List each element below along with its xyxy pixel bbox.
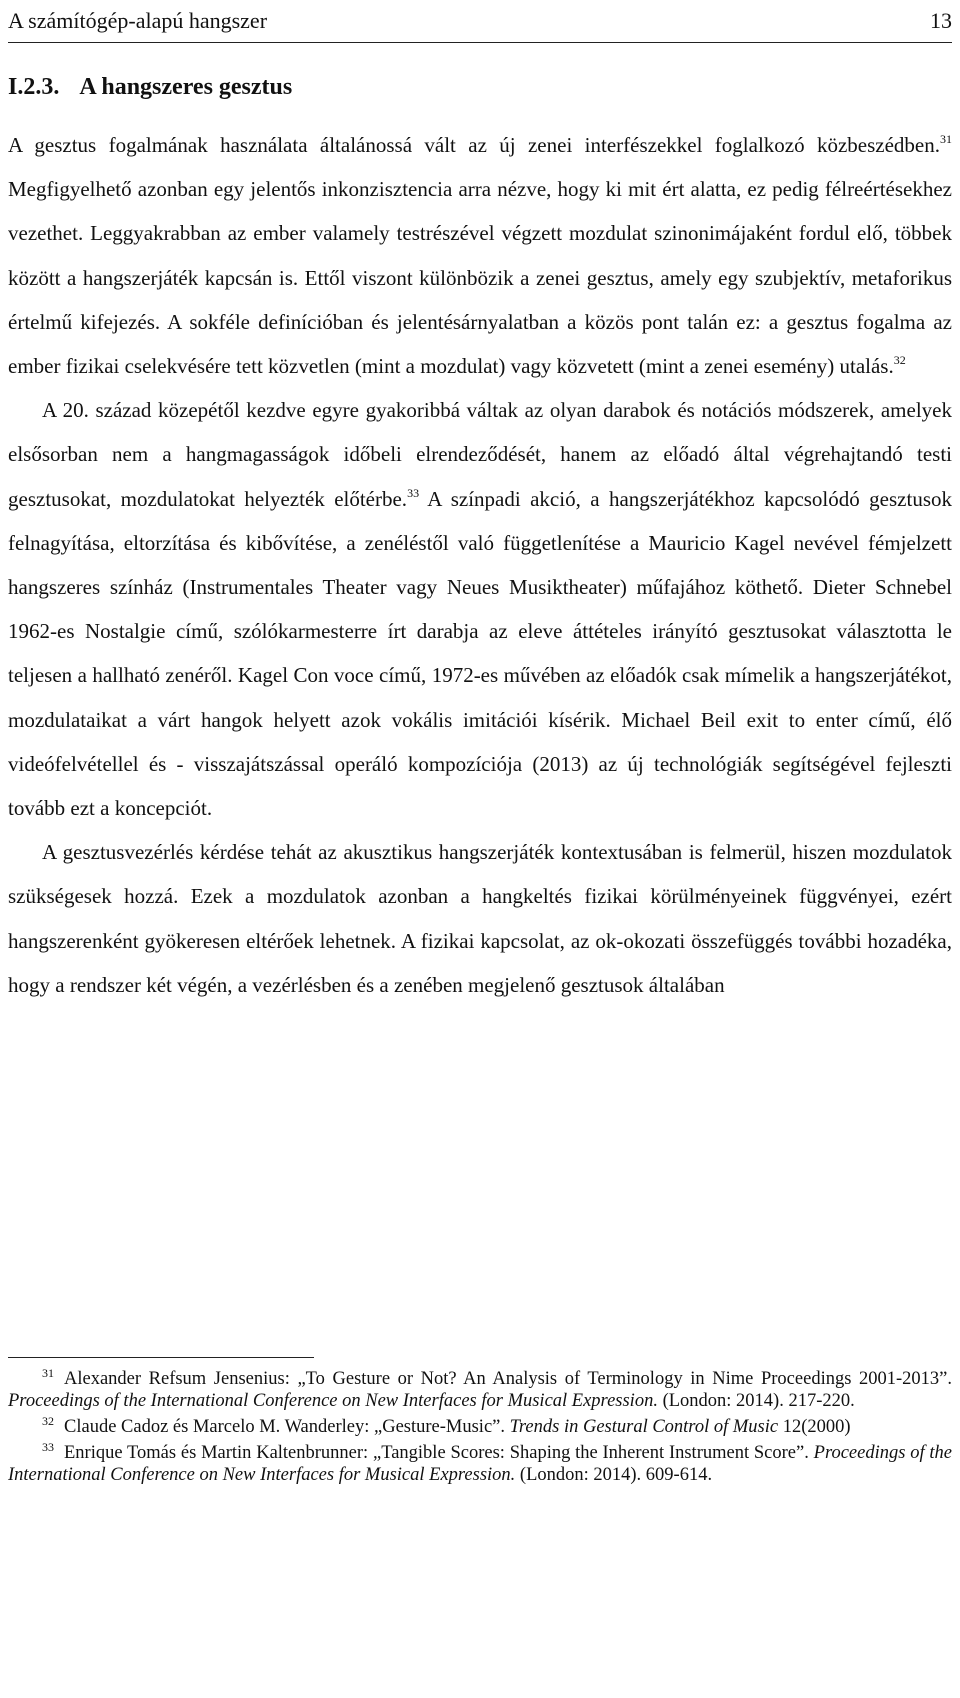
footnote-text: Enrique Tomás és Martin Kaltenbrunner: „Tangible Scores: Shaping the Inherent Instrument Score”. [64,1443,814,1463]
footnotes [8,1368,952,1490]
footnote-ref-33[interactable]: 33 [407,485,420,500]
section-heading [8,70,292,104]
footnote-italic: Proceedings of the International Conference on New Interfaces for Musical Expression. [8,1391,658,1411]
footnote-ref-31[interactable]: 31 [940,132,952,146]
footnote-tail: 12(2000) [778,1417,851,1437]
footnote-separator [8,1357,314,1358]
running-header-title: A számítógép-alapú hangszer [8,8,268,33]
footnote-text: Alexander Refsum Jensenius: „To Gesture or Not? An Analysis of Terminology in Nime Proceedings 2001-2013”. [64,1369,952,1389]
paragraph-2-text-a: A 20. század közepétől kezdve egyre gyakoribbá váltak az olyan darabok és notációs módszerek, amelyek elsősorban nem a hangmagasságok időbeli elrendeződését, hanem az előadó által végrehajtandó testi gesztusokat, mozdulatokat helyezték előtérbe. [8,398,952,511]
section-title: A hangszeres gesztus [79,74,293,100]
page-number: 13 [930,8,952,33]
footnote-ref-32[interactable]: 32 [893,353,906,368]
footnote-33 [8,1442,952,1486]
footnote-32 [8,1416,952,1438]
footnote-tail: (London: 2014). 609-614. [515,1465,713,1485]
paragraph-2-text-b: A színpadi akció, a hangszerjátékhoz kapcsolódó gesztusok felnagyítása, eltorzítása és kibővítése, a zenéléstől való függetlenítése a Mauricio Kagel nevével fémjelzett hangszeres színház (Instrumentales Theater vagy Neues Musiktheater) műfajához köthető. Dieter Schnebel 1962-es Nostalgie című, szólókarmesterre írt darabja az eleve áttételes irányító gesztusokat választotta le teljesen a hallható zenéről. Kagel Con voce című, 1972-es művében az előadók csak mímelik a hangszerjátékot, mozdulataikat a várt hangok helyett azok vokális imitációi kísérik. Michael Beil exit to enter című, élő videófelvétellel és - visszajátszással operáló kompozíciója (2013) az új technológiák segítségével fejleszti tovább ezt a koncepciót. [8,486,952,821]
body-text [8,123,952,1007]
section-number: I.2.3. [8,74,60,100]
footnote-31 [8,1368,952,1412]
footnote-number: 32 [42,1414,54,1428]
footnote-text: Claude Cadoz és Marcelo M. Wanderley: „Gesture-Music”. [64,1417,510,1437]
paragraph-1 [8,123,952,388]
footnote-tail: (London: 2014). 217-220. [657,1391,855,1411]
footnote-italic: Proceedings of the International Conference on New Interfaces for Musical Expression. [8,1443,952,1485]
footnote-italic: Trends in Gestural Control of Music [509,1417,779,1437]
footnote-number: 33 [42,1440,54,1454]
running-header [8,4,952,43]
paragraph-2 [8,388,952,830]
paragraph-1-text-a: A gesztus fogalmának használata általánossá vált az új zenei interfészekkel foglalkozó közbeszédben. [8,133,940,157]
paragraph-1-text-b: Megfigyelhető azonban egy jelentős inkonzisztencia arra nézve, hogy ki mit ért alatta, ez pedig félreértésekhez vezethet. Leggyakrabban az ember valamely testrészével végzett mozdulat szinonimájaként fordul elő, többek között a hangszerjáték kapcsán is. Ettől viszont különbözik a zenei gesztus, amely egy szubjektív, metaforikus értelmű kifejezés. A sokféle definícióban és jelentésárnyalatban a közös pont talán ez: a gesztus fogalma az ember fizikai cselekvésére tett közvetlen (mint a mozdulat) vagy közvetett (mint a zenei esemény) utalás. [8,177,952,379]
paragraph-3: A gesztusvezérlés kérdése tehát az akusztikus hangszerjáték kontextusában is felmerül, hiszen mozdulatok szükségesek hozzá. Ezek a mozdulatok azonban a hangkeltés fizikai körülményeinek függvényei, ezért hangszerenként gyökeresen eltérőek lehetnek. A fizikai kapcsolat, az ok-okozati összefüggés további hozadéka, hogy a rendszer két végén, a vezérlésben és a zenében megjelenő gesztusok általában [8,840,952,997]
footnote-number: 31 [42,1366,54,1380]
